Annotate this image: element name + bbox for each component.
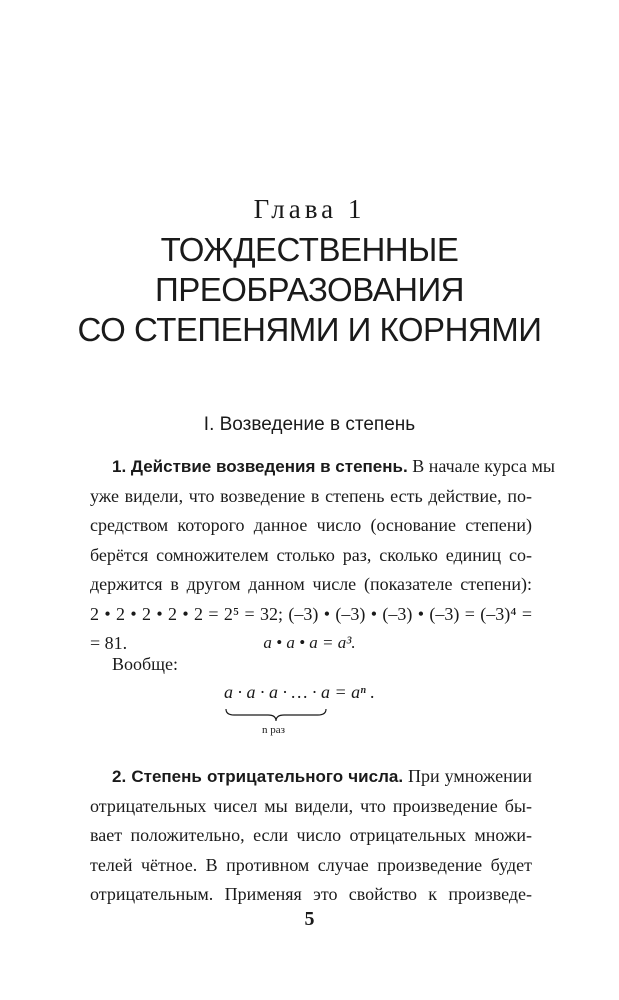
paragraph-line: средством которого данное число (основание степени) — [90, 515, 532, 535]
page-number: 5 — [304, 908, 315, 930]
paragraph-line: держится в другом данном числе (показателе степени): — [90, 574, 532, 594]
paragraph-line: 2. Степень отрицательного числа. При умножении — [112, 766, 532, 786]
paragraph-line: 2 • 2 • 2 • 2 • 2 = 2⁵ = 32; (–3) • (–3) • (–3) • (–3) = (–3)⁴ = — [90, 603, 532, 624]
brace-label: n раз — [262, 724, 285, 736]
paragraph-heading: 2. Степень отрицательного числа. — [112, 767, 404, 786]
paragraph-1 — [90, 452, 555, 659]
paragraph-line: отрицательных чисел мы видели, что произведение бы- — [90, 795, 532, 816]
paragraph-line: уже видели, что возведение в степень есть действие, по- — [90, 485, 532, 506]
paragraph-heading: 1. Действие возведения в степень. — [112, 457, 408, 476]
chapter-title-line: ПРЕОБРАЗОВАНИЯ — [154, 271, 465, 308]
formula-expression: a · a · a · … · a = aⁿ . — [224, 682, 375, 702]
paragraph-line: 1. Действие возведения в степень. В начале курса мы — [112, 456, 555, 476]
formula-cube: a • a • a = a³. — [263, 633, 356, 652]
chapter-title — [0, 230, 619, 350]
paragraph-line: вает положительно, если число отрицательных множи- — [90, 825, 532, 845]
chapter-label: Глава 1 — [253, 194, 366, 224]
section-title: I. Возведение в степень — [203, 414, 416, 435]
generalization-label: Вообще: — [112, 654, 179, 674]
paragraph-line: отрицательным. Применяя это свойство к произведе- — [90, 884, 532, 904]
underbrace-icon — [224, 707, 328, 723]
paragraph-2 — [90, 762, 532, 910]
chapter-title-line: СО СТЕПЕНЯМИ И КОРНЯМИ — [77, 311, 542, 348]
paragraph-line: телей чётное. В противном случае произведение будет — [90, 854, 532, 875]
paragraph-line: берётся сомножителем столько раз, сколько единиц со- — [90, 544, 532, 565]
paragraph-line: = 81. — [90, 633, 128, 653]
chapter-title-line: ТОЖДЕСТВЕННЫЕ — [160, 231, 459, 268]
formula-power-n — [224, 682, 394, 736]
